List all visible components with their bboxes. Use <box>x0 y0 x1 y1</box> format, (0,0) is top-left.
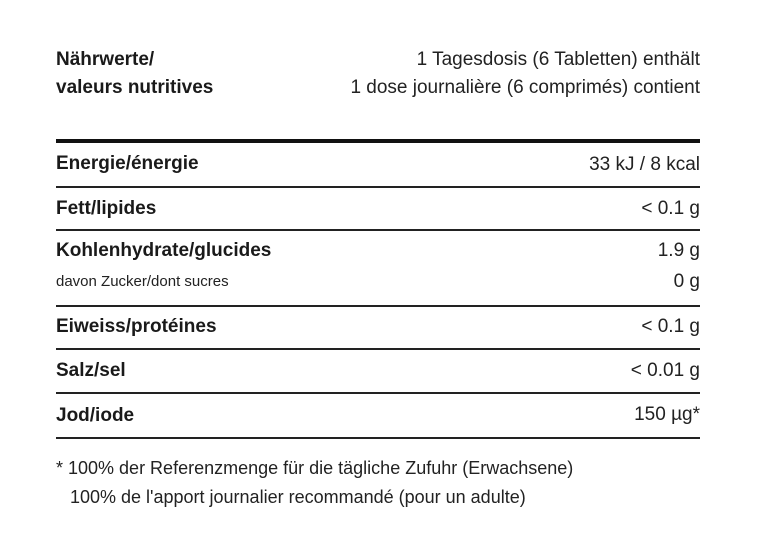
nutrient-label: Eiweiss/protéines <box>56 316 217 337</box>
footnote-line-german: * 100% der Referenzmenge für die tägliche Zufuhr (Erwachsene) <box>56 458 574 478</box>
nutrient-label: Salz/sel <box>56 360 126 381</box>
nutrition-facts-panel <box>56 0 700 553</box>
nutrient-label: Fett/lipides <box>56 198 157 219</box>
nutrient-sublabel-sugars: davon Zucker/dont sucres <box>56 273 229 290</box>
nutrient-subvalue-sugars: 0 g <box>673 271 700 292</box>
nutrition-title <box>56 46 213 102</box>
title-line-german: Nährwerte/ <box>56 49 155 70</box>
nutrient-label: Jod/iode <box>56 405 135 426</box>
nutrient-row-fat <box>56 188 700 231</box>
nutrient-value: < 0.1 g <box>641 316 700 337</box>
footnote-line-french: 100% de l'apport journalier recommandé (pour un adulte) <box>70 487 526 507</box>
nutrient-label: Energie/énergie <box>56 153 199 174</box>
title-line-french: valeurs nutritives <box>56 77 214 98</box>
daily-dose-description <box>350 46 700 102</box>
nutrient-value: 1.9 g <box>657 240 700 261</box>
nutrient-value: < 0.1 g <box>641 198 700 219</box>
nutrition-header <box>56 46 700 108</box>
nutrient-row-iodine <box>56 394 700 439</box>
dose-line-german: 1 Tagesdosis (6 Tabletten) enthält <box>416 49 700 70</box>
nutrient-value: 33 kJ / 8 kcal <box>589 154 700 175</box>
nutrient-label: Kohlenhydrate/glucides <box>56 240 272 261</box>
reference-intake-footnote <box>56 454 716 512</box>
nutrient-row-protein <box>56 307 700 350</box>
nutrient-row-salt <box>56 350 700 394</box>
nutrient-row-energy <box>56 143 700 188</box>
nutrient-row-carbohydrates <box>56 231 700 307</box>
nutrient-value: < 0.01 g <box>630 360 700 381</box>
dose-line-french: 1 dose journalière (6 comprimés) contient <box>350 77 700 98</box>
nutrient-value: 150 µg* <box>634 404 700 425</box>
